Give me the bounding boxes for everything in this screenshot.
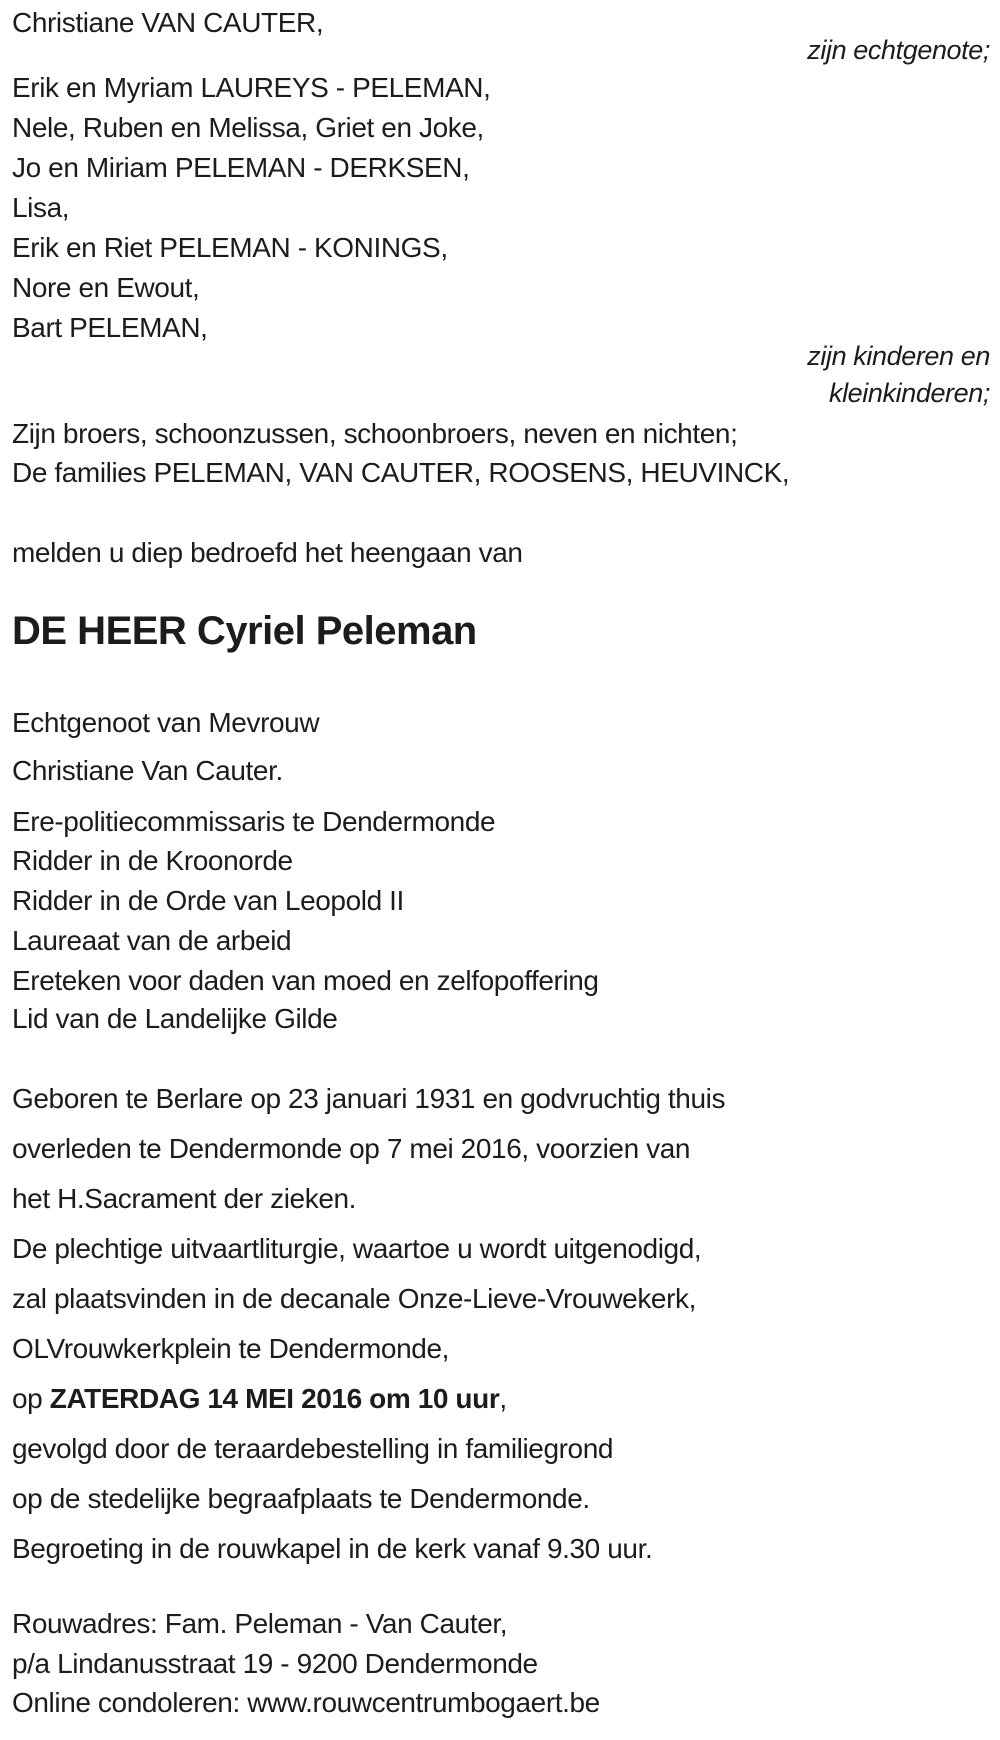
role-label-children: kleinkinderen;	[828, 378, 990, 408]
life-line: overleden te Dendermonde op 7 mei 2016, voorzien van	[12, 1133, 691, 1164]
role-label-children: zijn kinderen en	[807, 341, 990, 371]
honor-line: Laureaat van de arbeid	[12, 925, 292, 956]
life-line: OLVrouwkerkplein te Dendermonde,	[12, 1333, 449, 1364]
relative-line-child: Bart PELEMAN,	[12, 312, 208, 343]
spouse-of-line: Echtgenoot van Mevrouw	[12, 707, 320, 738]
contact-line-condolences: Online condoleren: www.rouwcentrumbogaert.be	[12, 1687, 600, 1718]
burial-line: Begroeting in de rouwkapel in de kerk vanaf 9.30 uur.	[12, 1533, 653, 1564]
relative-line-child: Lisa,	[12, 192, 70, 223]
honor-line: Ridder in de Orde van Leopold II	[12, 885, 404, 916]
ceremony-date-bold: ZATERDAG 14 MEI 2016 om 10 uur	[49, 1383, 500, 1414]
honor-line: Lid van de Landelijke Gilde	[12, 1003, 338, 1034]
contact-line-address: p/a Lindanusstraat 19 - 9200 Dendermonde	[12, 1648, 538, 1679]
relative-line-child: Jo en Miriam PELEMAN - DERKSEN,	[12, 152, 470, 183]
burial-line: gevolgd door de teraardebestelling in familiegrond	[12, 1433, 614, 1464]
deceased-name: DE HEER Cyriel Peleman	[12, 609, 477, 653]
relative-line-child: Erik en Riet PELEMAN - KONINGS,	[12, 232, 448, 263]
ceremony-date-prefix: op	[12, 1383, 50, 1414]
life-line: De plechtige uitvaartliturgie, waartoe u wordt uitgenodigd,	[12, 1233, 702, 1264]
intro-line: melden u diep bedroefd het heengaan van	[12, 537, 523, 568]
burial-line: op de stedelijke begraafplaats te Dendermonde.	[12, 1483, 590, 1514]
spouse-of-line: Christiane Van Cauter.	[12, 755, 283, 786]
life-line: het H.Sacrament der zieken.	[12, 1183, 357, 1214]
relative-line-child: Nele, Ruben en Melissa, Griet en Joke,	[12, 112, 484, 143]
contact-line-rouwadres: Rouwadres: Fam. Peleman - Van Cauter,	[12, 1608, 508, 1639]
ceremony-date-suffix: ,	[499, 1383, 507, 1414]
relative-line-other: Zijn broers, schoonzussen, schoonbroers, neven en nichten;	[12, 418, 738, 449]
honor-line: Ere-politiecommissaris te Dendermonde	[12, 806, 496, 837]
relative-line-child: Erik en Myriam LAUREYS - PELEMAN,	[12, 72, 491, 103]
relative-line-other: De families PELEMAN, VAN CAUTER, ROOSENS, HEUVINCK,	[12, 457, 790, 488]
honor-line: Ereteken voor daden van moed en zelfopoffering	[12, 965, 599, 996]
relative-line-child: Nore en Ewout,	[12, 272, 200, 303]
relative-line-spouse: Christiane VAN CAUTER,	[12, 7, 324, 38]
life-line: Geboren te Berlare op 23 januari 1931 en godvruchtig thuis	[12, 1083, 726, 1114]
role-label-spouse: zijn echtgenote;	[807, 35, 990, 65]
life-line: zal plaatsvinden in de decanale Onze-Lieve-Vrouwekerk,	[12, 1283, 696, 1314]
ceremony-date-line	[12, 1385, 507, 1413]
honor-line: Ridder in de Kroonorde	[12, 845, 293, 876]
